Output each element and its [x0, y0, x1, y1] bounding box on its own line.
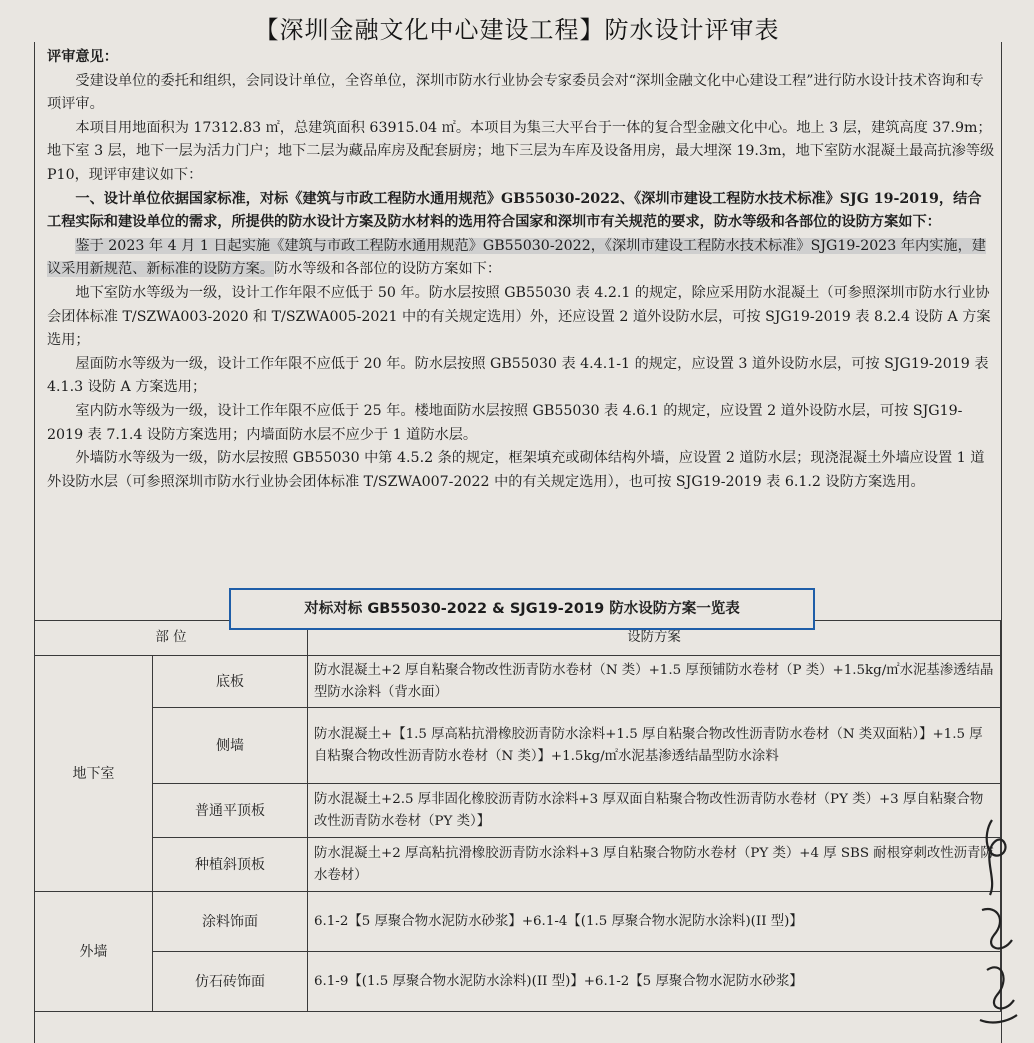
table-row: [35, 656, 1001, 708]
opinion-heading: 评审意见：: [47, 49, 118, 65]
highlighted-recommendation: 鉴于 2023 年 4 月 1 日起实施《建筑与市政工程防水通用规范》GB55030-2022，《深圳市建设工程防水技术标准》SJG19-2023 年内实施，建议采用新规范、新标准的设防方案。: [47, 237, 986, 278]
row-plan: 防水混凝土+2 厚自粘聚合物改性沥青防水卷材（N 类）+1.5 厚预铺防水卷材（P 类）+1.5kg/㎡水泥基渗透结晶型防水涂料（背水面）: [308, 656, 1001, 708]
opinion-paragraph-roof: 屋面防水等级为一级，设计工作年限不应低于 20 年。防水层按照 GB55030 表 4.4.1-1 的规定，应设置 3 道外设防水层，可按 SJG19-2019 表 4.1.3 设防 A 方案选用；: [47, 355, 989, 396]
review-opinion: [47, 46, 995, 494]
row-part: 种植斜顶板: [153, 838, 308, 892]
header-part: 部 位: [35, 621, 308, 656]
opinion-paragraph-3: 一、设计单位依据国家标准，对标《建筑与市政工程防水通用规范》GB55030-2022、《深圳市建设工程防水技术标准》SJG 19-2019，结合工程实际和建设单位的需求，所提供的防水设计方案及防水材料的选用符合国家和深圳市有关规范的要求，防水等级和各部位的设防方案如下：: [47, 190, 982, 231]
handwritten-signature: [962, 800, 1032, 1040]
row-plan: 防水混凝土+2 厚高粘抗滑橡胶沥青防水涂料+3 厚自粘聚合物防水卷材（PY 类）+4 厚 SBS 耐根穿刺改性沥青防水卷材）: [308, 838, 1001, 892]
row-part: 普通平顶板: [153, 784, 308, 838]
header-plan: 设防方案: [308, 621, 1001, 656]
table-row: [35, 892, 1001, 952]
row-plan: 6.1-2【5 厚聚合物水泥防水砂浆】+6.1-4【(1.5 厚聚合物水泥防水涂料)(II 型)】: [308, 892, 1001, 952]
row-plan: 6.1-9【(1.5 厚聚合物水泥防水涂料)(II 型)】+6.1-2【5 厚聚合物水泥防水砂浆】: [308, 952, 1001, 1012]
summary-table-title: 对标对标 GB55030-2022 & SJG19-2019 防水设防方案一览表: [229, 588, 815, 630]
row-plan: 防水混凝土+2.5 厚非固化橡胶沥青防水涂料+3 厚双面自粘聚合物改性沥青防水卷材（PY 类）+3 厚自粘聚合物改性沥青防水卷材（PY 类）】: [308, 784, 1001, 838]
row-part: 底板: [153, 656, 308, 708]
opinion-paragraph-4: [47, 235, 995, 282]
row-plan: 防水混凝土+【1.5 厚高粘抗滑橡胶沥青防水涂料+1.5 厚自粘聚合物改性沥青防水卷材（N 类双面粘）】+1.5 厚自粘聚合物改性沥青防水卷材（N 类）】+1.5kg/㎡水泥基渗透结晶型防水涂料: [308, 708, 1001, 784]
group-exterior: 外墙: [35, 892, 153, 1012]
opinion-paragraph-basement: 地下室防水等级为一级，设计工作年限不应低于 50 年。防水层按照 GB55030 表 4.2.1 的规定，除应采用防水混凝土（可参照深圳市防水行业协会团体标准 T/SZWA003-2020 和 T/SZWA005-2021 中的有关规定选用）外，还应设置 2 道外设防水层，可按 SJG19-2019 表 8.2.4 设防 A 方案选用；: [47, 284, 991, 349]
opinion-paragraph-4-rest: 防水等级和各部位的设防方案如下：: [274, 261, 502, 278]
table-row: [35, 708, 1001, 784]
row-part: 仿石砖饰面: [153, 952, 308, 1012]
opinion-paragraph-indoor: 室内防水等级为一级，设计工作年限不应低于 25 年。楼地面防水层按照 GB55030 表 4.6.1 的规定，应设置 2 道外设防水层，可按 SJG19-2019 表 7.1.4 设防方案选用；内墙面防水层不应少于 1 道防水层。: [47, 402, 963, 443]
waterproof-plan-table: [34, 620, 1001, 1012]
row-part: 涂料饰面: [153, 892, 308, 952]
table-row: [35, 784, 1001, 838]
table-row: [35, 838, 1001, 892]
opinion-paragraph-1: 受建设单位的委托和组织，会同设计单位，全咨单位，深圳市防水行业协会专家委员会对“深圳金融文化中心建设工程”进行防水设计技术咨询和专项评审。: [47, 72, 984, 113]
page-title: 【深圳金融文化中心建设工程】防水设计评审表: [254, 16, 780, 44]
row-part: 侧墙: [153, 708, 308, 784]
opinion-paragraph-2: 本项目用地面积为 17312.83 ㎡，总建筑面积 63915.04 ㎡。本项目为集三大平台于一体的复合型金融文化中心。地上 3 层，建筑高度 37.9m；地下室 3 层，地下一层为活力门户；地下二层为藏品库房及配套厨房；地下三层为车库及设备用房，最大埋深 19.3m，地下室防水混凝土最高抗渗等级 P10，现评审建议如下：: [47, 119, 995, 183]
opinion-paragraph-exterior: 外墙防水等级为一级，防水层按照 GB55030 中第 4.5.2 条的规定，框架填充或砌体结构外墙，应设置 2 道防水层；现浇混凝土外墙应设置 1 道外设防水层（可参照深圳市防水行业协会团体标准 T/SZWA007-2022 中的有关规定选用），也可按 SJG19-2019 表 6.1.2 设防方案选用。: [47, 450, 985, 490]
group-basement: 地下室: [35, 656, 153, 892]
table-row: [35, 952, 1001, 1012]
